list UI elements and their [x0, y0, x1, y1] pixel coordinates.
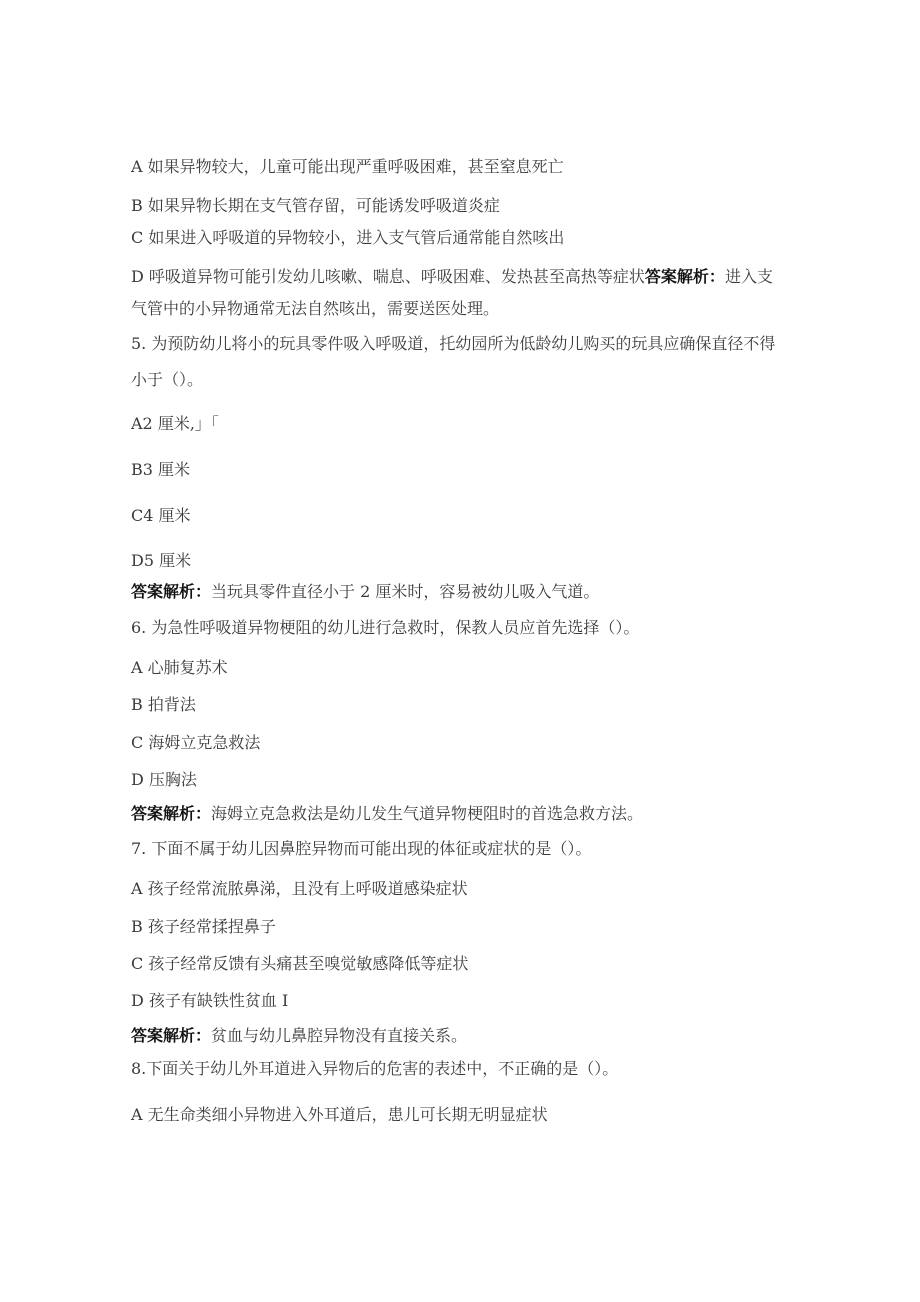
- q4-option-c: C 如果进入呼吸道的异物较小，进入支气管后通常能自然咳出: [131, 228, 565, 247]
- q6-answer: [131, 803, 643, 825]
- q7-option-a: A 孩子经常流脓鼻涕，且没有上呼吸道感染症状: [131, 879, 468, 898]
- q6-option-a: A 心肺复苏术: [131, 658, 228, 677]
- q5-option-a: A2 厘米,」「: [131, 414, 219, 433]
- q8-option-a: A 无生命类细小异物进入外耳道后，患儿可长期无明显症状: [131, 1105, 548, 1124]
- q4-option-a: A 如果异物较大，儿童可能出现严重呼吸困难，甚至窒息死亡: [131, 157, 564, 176]
- q5-question: 5. 为预防幼儿将小的玩具零件吸入呼吸道，托幼园所为低龄幼儿购买的玩具应确保直径不得小于（）。: [131, 334, 776, 389]
- q4-option-d: D 呼吸道异物可能引发幼儿咳嗽、喘息、呼吸困难、发热甚至高热等症状: [131, 267, 645, 286]
- q7-question: 7. 下面不属于幼儿因鼻腔异物而可能出现的体征或症状的是（）。: [131, 839, 592, 858]
- q5-option-c: C4 厘米: [131, 506, 191, 525]
- q8-question: 8.下面关于幼儿外耳道进入异物后的危害的表述中，不正确的是（）。: [131, 1059, 619, 1078]
- q7-option-b: B 孩子经常揉捏鼻子: [131, 917, 276, 936]
- q4-answer-text: 进入支气管中的小异物通常无法自然咳出，需要送医处理。: [131, 267, 773, 318]
- q5-answer: [131, 581, 599, 603]
- q7-option-c: C 孩子经常反馈有头痛甚至嗅觉敏感降低等症状: [131, 954, 469, 973]
- q7-answer: [131, 1025, 467, 1047]
- q6-option-b: B 拍背法: [131, 695, 196, 714]
- q5-option-b: B3 厘米: [131, 460, 191, 479]
- q7-option-d: D 孩子有缺铁性贫血 I: [131, 991, 289, 1010]
- q4-answer-label: 答案解析：: [644, 267, 725, 286]
- q6-answer-text: 海姆立克急救法是幼儿发生气道异物梗阻时的首选急救方法。: [211, 804, 644, 823]
- q7-answer-label: 答案解析：: [131, 1026, 212, 1045]
- q5-answer-label: 答案解析：: [131, 582, 212, 601]
- q6-option-c: C 海姆立克急救法: [131, 733, 261, 752]
- q6-option-d: D 压胸法: [131, 770, 197, 789]
- q4-option-b: B 如果异物长期在支气管存留，可能诱发呼吸道炎症: [131, 196, 500, 215]
- q5-answer-text: 当玩具零件直径小于 2 厘米时，容易被幼儿吸入气道。: [211, 582, 600, 601]
- q5-option-d: D5 厘米: [131, 551, 192, 570]
- q7-answer-text: 贫血与幼儿鼻腔异物没有直接关系。: [211, 1026, 468, 1045]
- q6-answer-label: 答案解析：: [131, 804, 212, 823]
- q4-option-d-with-answer: [131, 261, 781, 325]
- q6-question: 6. 为急性呼吸道异物梗阻的幼儿进行急救时，保教人员应首先选择（）。: [131, 618, 640, 637]
